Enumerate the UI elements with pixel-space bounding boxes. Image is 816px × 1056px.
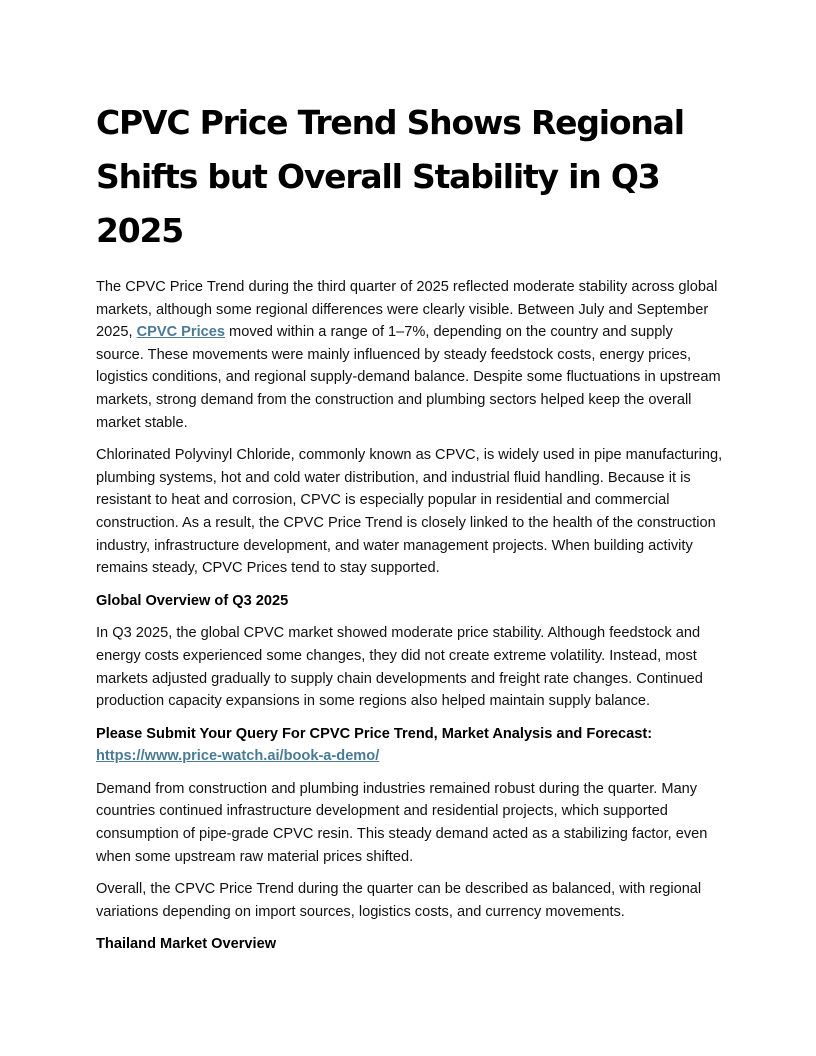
demand-paragraph: Demand from construction and plumbing industries remained robust during the quarter. Many countries continued infrastructure development and residential projects, which supported consumption of pipe-grade CPVC resin. This steady demand acted as a stabilizing factor, even when some upstream raw material prices shifted. (96, 780, 708, 865)
intro-paragraph (96, 276, 724, 434)
cpvc-prices-link[interactable]: CPVC Prices (136, 324, 225, 341)
query-callout (96, 723, 724, 768)
cpvc-description-paragraph: Chlorinated Polyvinyl Chloride, commonly known as CPVC, is widely used in pipe manufacturing, plumbing systems, hot and cold water distribution, and industrial fluid handling. Because it is resistant to heat and corrosion, CPVC is especially popular in residential and commercial construction. As a result, the CPVC Price Trend is closely linked to the health of the construction industry, infrastructure development, and water management projects. When building activity remains steady, CPVC Prices tend to stay supported. (96, 447, 723, 577)
global-overview-paragraph: In Q3 2025, the global CPVC market showed moderate price stability. Although feedstock and energy costs experienced some changes, they did not create extreme volatility. Instead, most markets adjusted gradually to supply chain developments and freight rate changes. Continued production capacity expansions in some regions also helped maintain supply balance. (96, 625, 703, 710)
document-page (96, 96, 724, 966)
thailand-overview-heading: Thailand Market Overview (96, 936, 277, 953)
page-title: CPVC Price Trend Shows Regional Shifts but Overall Stability in Q3 2025 (96, 103, 684, 250)
intro-text-before: The CPVC Price Trend during the third quarter of 2025 reflected moderate stability across global markets, although some regional differences were clearly visible. Between July and September 2025, (96, 279, 718, 341)
summary-paragraph: Overall, the CPVC Price Trend during the quarter can be described as balanced, with regional variations depending on import sources, logistics costs, and currency movements. (96, 881, 702, 920)
query-text: Please Submit Your Query For CPVC Price Trend, Market Analysis and Forecast: (96, 725, 653, 742)
intro-text-after: moved within a range of 1–7%, depending on the country and supply source. These movements were mainly influenced by steady feedstock costs, energy prices, logistics conditions, and regional supply-demand balance. Despite some fluctuations in upstream markets, strong demand from the construction and plumbing sectors helped keep the overall market stable. (96, 324, 721, 431)
global-overview-heading: Global Overview of Q3 2025 (96, 592, 289, 609)
book-demo-link[interactable]: https://www.price-watch.ai/book-a-demo/ (96, 748, 380, 765)
